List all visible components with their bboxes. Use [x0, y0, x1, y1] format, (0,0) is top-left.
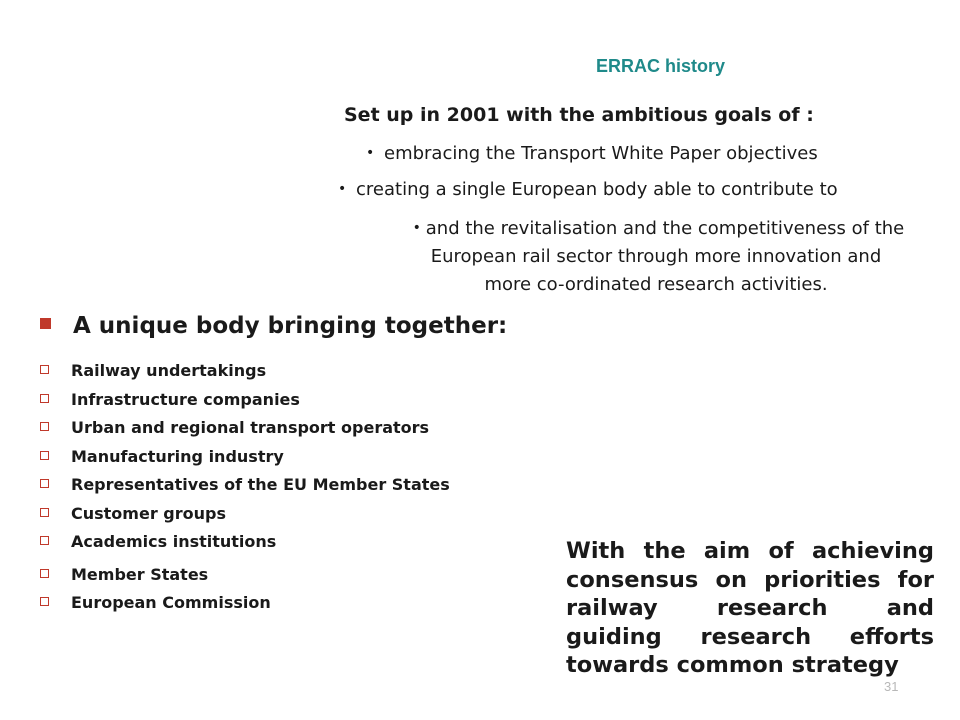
goal-text: embracing the Transport White Paper objectives — [384, 143, 818, 164]
list-item: Customer groups — [40, 503, 450, 532]
bullet-icon: • — [338, 181, 347, 197]
aim-line: railway research and — [566, 595, 934, 621]
aim-line: With the aim of achieving — [566, 538, 934, 564]
goal-text: and the revitalisation and the competitiveness of the — [425, 218, 905, 239]
goal-item-3 — [366, 214, 946, 299]
setup-statement: Set up in 2001 with the ambitious goals of : — [344, 104, 814, 126]
list-item: Railway undertakings — [40, 360, 450, 389]
checkbox-bullet-icon — [40, 597, 49, 606]
checkbox-bullet-icon — [40, 508, 49, 517]
list-item: Manufacturing industry — [40, 446, 450, 475]
list-item: Academics institutions — [40, 531, 450, 560]
checkbox-bullet-icon — [40, 536, 49, 545]
checkbox-bullet-icon — [40, 479, 49, 488]
list-item: European Commission — [40, 592, 450, 621]
goal-line: more co-ordinated research activities. — [484, 274, 828, 295]
aim-line: towards common strategy — [566, 652, 899, 678]
goal-item-1 — [366, 143, 818, 164]
checkbox-bullet-icon — [40, 422, 49, 431]
goal-item-2 — [338, 179, 838, 200]
list-item: Representatives of the EU Member States — [40, 474, 450, 503]
checkbox-bullet-icon — [40, 365, 49, 374]
goal-text: creating a single European body able to contribute to — [356, 179, 838, 200]
checkbox-bullet-icon — [40, 451, 49, 460]
bullet-icon: • — [412, 220, 421, 236]
section-heading — [40, 313, 507, 339]
goal-line: European rail sector through more innovation and — [430, 246, 882, 267]
square-bullet-icon — [40, 318, 51, 329]
list-item: Member States — [40, 564, 450, 593]
checkbox-bullet-icon — [40, 569, 49, 578]
list-item: Urban and regional transport operators — [40, 417, 450, 446]
page-number: 31 — [884, 679, 899, 694]
slide-title: ERRAC history — [596, 56, 726, 76]
member-list — [40, 360, 450, 621]
aim-line: consensus on priorities for — [566, 566, 934, 593]
list-item: Infrastructure companies — [40, 389, 450, 418]
checkbox-bullet-icon — [40, 394, 49, 403]
aim-statement — [566, 537, 934, 680]
bullet-icon: • — [366, 145, 375, 161]
goal-line — [366, 214, 946, 243]
heading-text: A unique body bringing together: — [73, 313, 508, 339]
aim-line: guiding research efforts — [566, 623, 934, 650]
